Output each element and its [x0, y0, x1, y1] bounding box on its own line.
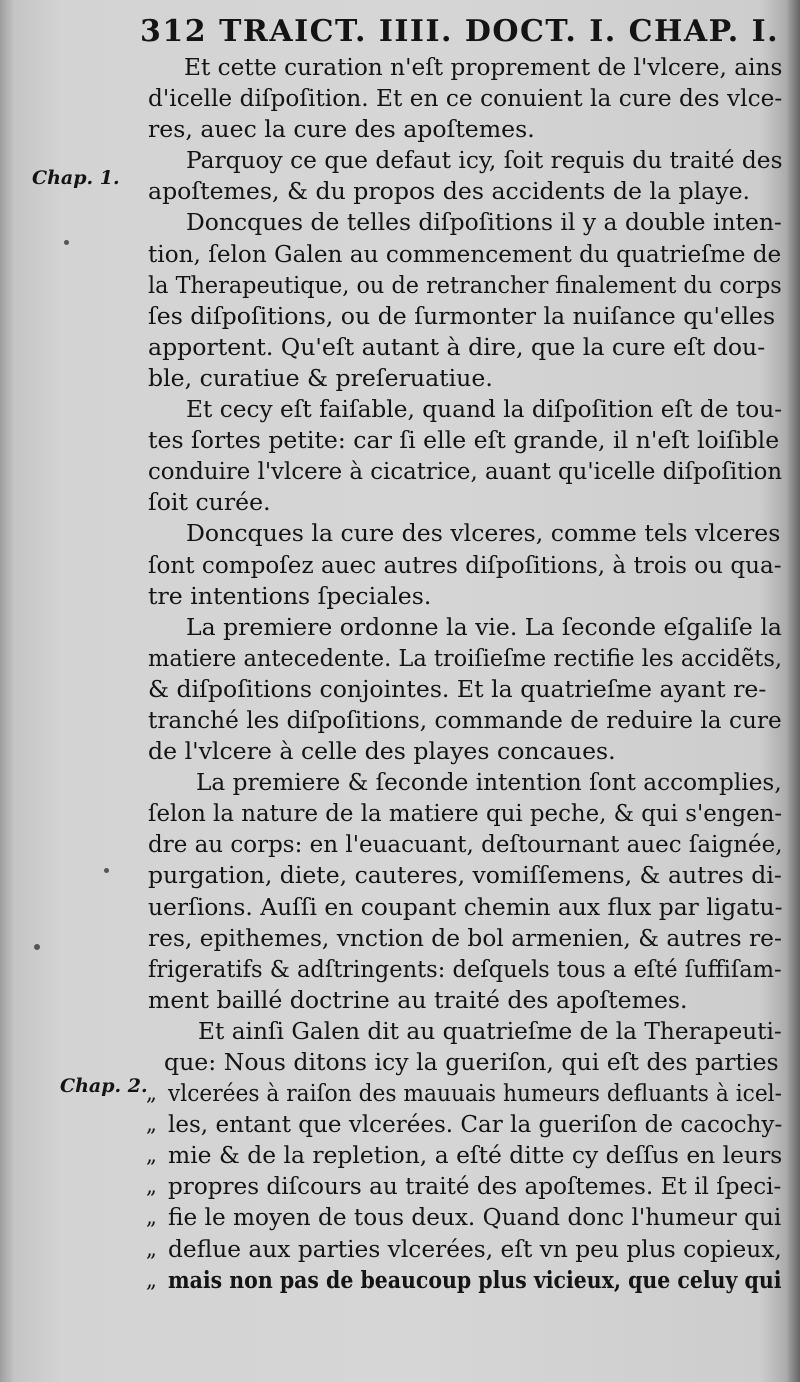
text-line: purgation, diete, cauteres, vomiſſemens, & autres di- — [148, 861, 782, 890]
quoted-line: „ fie le moyen de tous deux. Quand donc l'humeur qui — [146, 1203, 782, 1232]
text-line: de l'vlcere à celle des playes concaues. — [148, 737, 616, 766]
text-line: Parquoy ce que defaut icy, ſoit requis du traité des — [186, 146, 783, 175]
text-line: uerſions. Auſſi en coupant chemin aux flux par ligatu- — [148, 892, 783, 921]
paper-speck — [34, 944, 40, 950]
text-line: Et cecy eſt faiſable, quand la diſpoſition eſt de tou- — [186, 395, 783, 424]
paper-speck — [64, 240, 69, 245]
quoted-line: „ deflue aux parties vlcerées, eſt vn peu plus copieux, — [146, 1234, 782, 1263]
text-line: apoſtemes, & du propos des accidents de la playe. — [148, 177, 751, 206]
text-line: matiere antecedente. La troiſieſme rectifie les accidẽts, — [148, 643, 783, 672]
text-line: ſelon la nature de la matiere qui peche, & qui s'engen- — [148, 799, 783, 828]
text-line: que: Nous ditons icy la gueriſon, qui eſt des parties — [164, 1048, 779, 1076]
text-line: ſont compoſez auec autres diſpoſitions, à trois ou qua- — [148, 550, 782, 579]
body-text — [0, 52, 800, 1296]
text-line: dre au corps: en l'euacuant, deſtournant auec ſaignée, — [148, 830, 783, 859]
text-line: & diſpoſitions conjointes. Et la quatrieſme ayant re- — [148, 674, 767, 703]
text-line: tes ſortes petite: car ſi elle eſt grande, il n'eſt loiſible — [148, 426, 780, 455]
side-note-chap-1: Chap. 1. — [32, 167, 120, 189]
running-head: 312 TRAICT. IIII. DOCT. I. CHAP. I. — [140, 14, 780, 49]
quote-mark: „ — [146, 1174, 157, 1199]
page-edge-shadow — [786, 0, 800, 1382]
text-line: Et ainſi Galen dit au quatrieſme de la Therapeuti- — [198, 1016, 782, 1045]
text-line: ſoit curée. — [148, 488, 271, 517]
quote-mark: „ — [146, 1143, 157, 1168]
quoted-line: „ les, entant que vlcerées. Car la gueriſon de cacochy- — [146, 1110, 783, 1139]
text-line: la Therapeutique, ou de retrancher finalement du corps — [148, 270, 782, 299]
text-line: res, auec la cure des apoſtemes. — [148, 115, 535, 144]
text-line: apportent. Qu'eſt autant à dire, que la cure eſt dou- — [148, 332, 766, 361]
quoted-line: „ mais non pas de beaucoup plus vicieux, que celuy qui — [146, 1265, 782, 1294]
quote-mark: „ — [146, 1081, 157, 1106]
text-line: ment baillé doctrine au traité des apoſtemes. — [148, 985, 688, 1014]
text-line: Et cette curation n'eſt proprement de l'vlcere, ains — [184, 53, 783, 81]
text-line: La premiere & ſeconde intention ſont accomplies, — [196, 768, 782, 797]
quoted-line: „ propres diſcours au traité des apoſtemes. Et il ſpeci- — [146, 1172, 782, 1201]
text-line: ble, curatiue & preſeruatiue. — [148, 363, 493, 392]
text-line: conduire l'vlcere à cicatrice, auant qu'icelle diſpoſition — [148, 457, 783, 486]
quote-mark: „ — [146, 1112, 157, 1137]
text-line: ſes diſpoſitions, ou de ſurmonter la nuiſance qu'elles — [148, 301, 776, 330]
text-line: Doncques la cure des vlceres, comme tels vlceres — [186, 519, 781, 548]
quoted-line: „ vlcerées à raiſon des mauuais humeurs defluants à icel- — [146, 1079, 782, 1108]
text-line: tion, ſelon Galen au commencement du quatrieſme de — [148, 239, 782, 268]
paper-speck — [104, 868, 109, 873]
quote-mark: „ — [146, 1205, 157, 1230]
text-line: d'icelle diſpoſition. Et en ce conuient la cure des vlce- — [148, 84, 783, 113]
text-line: La premiere ordonne la vie. La ſeconde eſgaliſe la — [186, 612, 782, 641]
text-line: frigeratifs & adſtringents: deſquels tous a eſté ſuffiſam- — [148, 954, 782, 983]
text-line: res, epithemes, vnction de bol armenien, & autres re- — [148, 923, 782, 952]
quote-mark: „ — [146, 1236, 157, 1261]
quote-mark: „ — [146, 1267, 157, 1292]
text-line: tre intentions ſpeciales. — [148, 581, 432, 610]
quoted-line: „ mie & de la repletion, a eſté ditte cy deſſus en leurs — [146, 1141, 783, 1170]
side-note-chap-2: Chap. 2. — [60, 1075, 148, 1097]
text-line: tranché les diſpoſitions, commande de reduire la cure — [148, 705, 782, 734]
text-line: Doncques de telles diſpoſitions il y a double inten- — [186, 208, 782, 237]
